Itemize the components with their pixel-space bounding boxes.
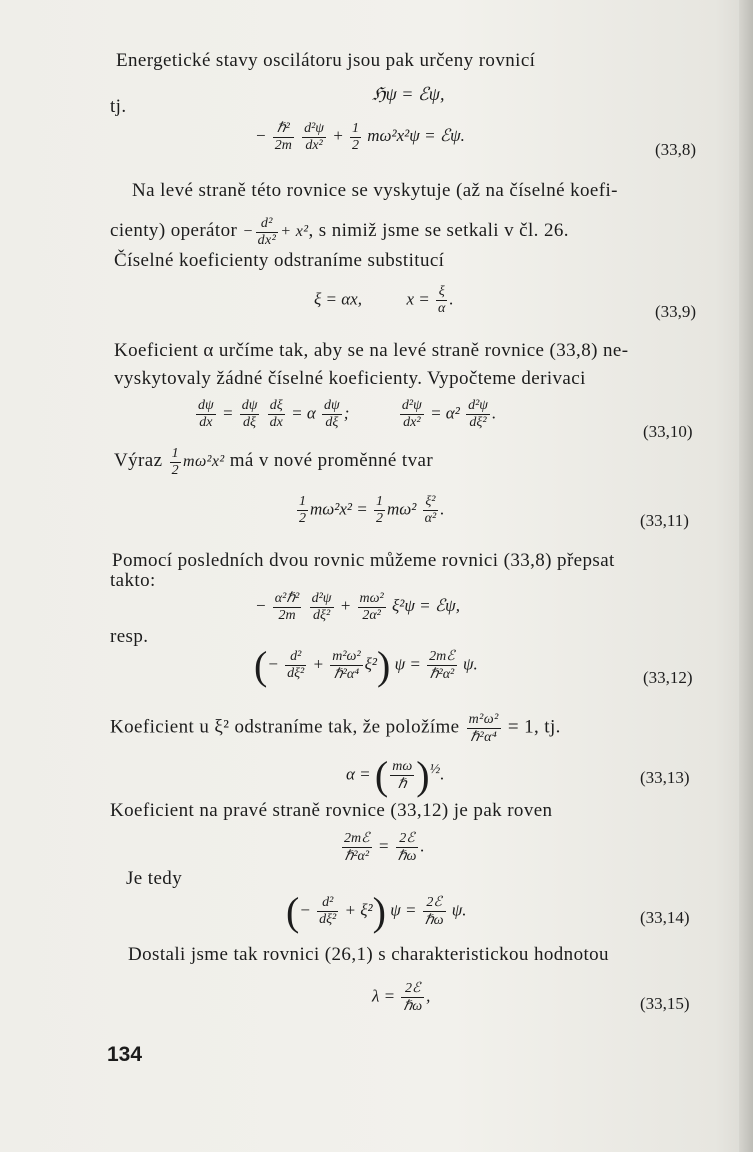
equation-number-33-15: (33,15) <box>640 994 690 1013</box>
equation-number-33-8: (33,8) <box>655 140 697 159</box>
plus-sign: + <box>332 125 344 145</box>
text-line-7: vyskytovaly žádné číselné koeficienty. Vypočteme derivaci <box>114 368 586 389</box>
text-line-10: takto: <box>110 570 156 591</box>
text-tj: tj. <box>110 96 127 117</box>
equation-number-33-11: (33,11) <box>640 511 689 530</box>
text-line-5: Číselné koeficienty odstraníme substitucí <box>114 250 445 271</box>
equation-hamilton: ℌψ = ℰψ, <box>372 84 445 104</box>
equation-number-33-13: (33,13) <box>640 768 690 787</box>
text-line-12: Koeficient u ξ² odstraníme tak, že položíme $\frac{\text{m²ω²}}{\text{ℏ²α⁴}}$ = 1, tj. <box>110 712 561 745</box>
text-line-4: cienty) operátor − $\frac{\text{d²}}{\text{dx²}}$ + x², s nimiž jsme se setkali v čl. 26. <box>110 216 569 248</box>
operator-expression: − $\frac{\text{d²}}{\text{dx²}}$ + x² <box>242 216 309 248</box>
text-line-15: Dostali jsme tak rovnici (26,1) s charakteristickou hodnotou <box>128 944 609 965</box>
text-je-tedy: Je tedy <box>126 868 183 889</box>
fraction-hbar2-2m: $\frac{\text{ℏ²}}{2m}$ <box>274 121 292 153</box>
equation-33-8 <box>255 120 465 154</box>
fraction-d2psi-dx2: $\frac{\text{d²ψ}}{\text{dx²}}$ <box>304 120 325 153</box>
equation-33-13: α = ( $\frac{m\omega}{\text{ℏ}}$ )$^{\frac{1}{2}}$. <box>346 753 445 798</box>
equation-number-33-9: (33,9) <box>655 302 697 321</box>
equation-rest: mω²x²ψ = ℰψ. <box>367 125 465 145</box>
text-line-8: Výraz $\frac{1}{2}$ mω²x² má v nové proměnné tvar <box>114 446 434 478</box>
equation-33-12a: − $\frac{\text{α²ℏ²}}{2m}$ $\frac{\text{d²ψ}}{\text{dξ²}}$ + $\frac{\text{mω²}}{\text{2α²}}$ ξ²ψ = ℰψ, <box>255 590 460 623</box>
equation-33-11: $\frac{1}{2}$ mω²x² = $\frac{1}{2}$ mω² $\frac{\text{ξ²}}{\text{α²}}$ . <box>299 494 445 526</box>
page-number: 134 <box>107 1043 143 1066</box>
text-line-3: Na levé straně této rovnice se vyskytuje (až na číselné koefi- <box>132 180 618 201</box>
equation-number-33-14: (33,14) <box>640 908 690 927</box>
equation-33-15: λ = $\frac{\text{2ℰ}}{\text{ℏω}}$ , <box>372 981 431 1014</box>
text-line-6: Koeficient α určíme tak, aby se na levé straně rovnice (33,8) ne- <box>114 340 629 361</box>
equation-33-10: $\frac{d\psi}{dx}$ = $\frac{d\psi}{d\xi}$ $\frac{d\xi}{dx}$ = α $\frac{d\psi}{d\xi}$ ; $\frac{\text{d²ψ}}{\text{dx²}}$ = α² $\frac{\text{d²ψ}}{\text{dξ²}}$ . <box>198 398 497 430</box>
page-edge-shadow <box>739 0 753 1152</box>
minus-sign: − <box>255 125 267 145</box>
text-resp: resp. <box>110 626 149 647</box>
equation-number-33-12: (33,12) <box>643 668 693 687</box>
text-line-9: Pomocí posledních dvou rovnic můžeme rovnici (33,8) přepsat <box>112 550 615 571</box>
fraction-one-half: $\frac{1}{2}$ <box>352 120 359 153</box>
text-line-13: Koeficient na pravé straně rovnice (33,12) je pak roven <box>110 800 553 821</box>
equation-33-14: (− $\frac{\text{d²}}{\text{dξ²}}$ + ξ²) ψ = $\frac{\text{2ℰ}}{\text{ℏω}}$ ψ. <box>286 889 467 934</box>
text-line-1: Energetické stavy oscilátoru jsou pak určeny rovnicí <box>116 50 536 71</box>
equation-33-12: (− $\frac{\text{d²}}{\text{dξ²}}$ + $\frac{\text{m²ω²}}{\text{ℏ²α⁴}}$ ξ²) ψ = $\frac{\text{2mℰ}}{\text{ℏ²α²}}$ ψ. <box>254 643 478 688</box>
equation-33-9: ξ = αx, x = $\frac{\xi}{\alpha}$ . <box>314 284 454 316</box>
equation-number-33-10: (33,10) <box>643 422 693 441</box>
equation-coefficient: $\frac{\text{2mℰ}}{\text{ℏ²α²}}$ = $\frac{\text{2ℰ}}{\text{ℏω}}$ . <box>344 831 425 864</box>
